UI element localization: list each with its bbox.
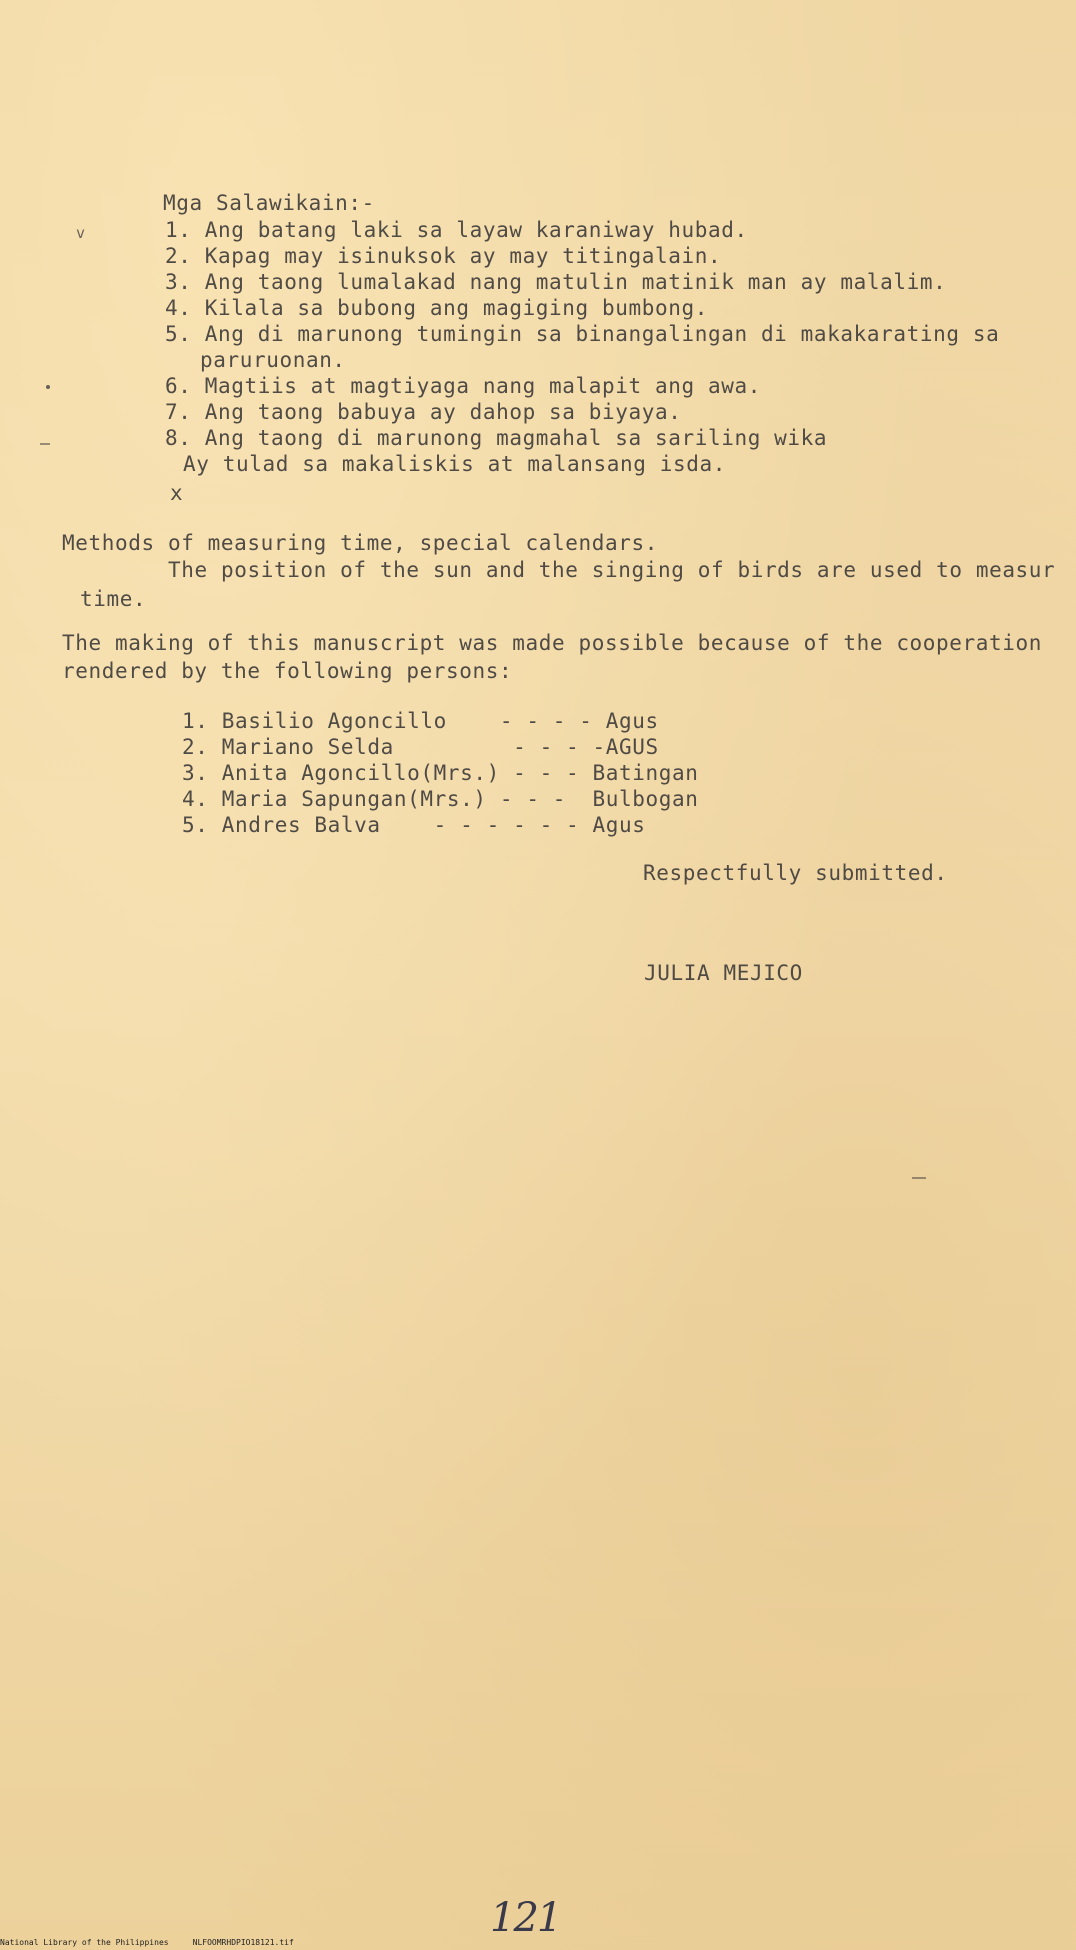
- person-2: 2. Mariano Selda - - - -AGUS: [182, 735, 659, 759]
- proverb-4: 4. Kilala sa bubong ang magiging bumbong.: [165, 296, 708, 320]
- proverb-8: 8. Ang taong di marunong magmahal sa sariling wika: [165, 426, 828, 450]
- signature-name: JULIA MEJICO: [644, 961, 803, 985]
- time-section-heading: Methods of measuring time, special calendars.: [62, 531, 658, 555]
- proverbs-heading: Mga Salawikain:-: [163, 191, 375, 215]
- proverb-7: 7. Ang taong babuya ay dahop sa biyaya.: [165, 400, 682, 424]
- stray-mark: [912, 1177, 926, 1179]
- person-4: 4. Maria Sapungan(Mrs.) - - - Bulbogan: [182, 787, 699, 811]
- person-3: 3. Anita Agoncillo(Mrs.) - - - Batingan: [182, 761, 699, 785]
- proverb-5: 5. Ang di marunong tumingin sa binangalingan di makakarating sa: [165, 322, 1000, 346]
- page-number: 121: [490, 1895, 561, 1941]
- proverb-2: 2. Kapag may isinuksok ay may titingalain.: [165, 244, 722, 268]
- proverb-6: 6. Magtiis at magtiyaga nang malapit ang awa.: [165, 374, 761, 398]
- margin-dot: [46, 385, 50, 389]
- proverb-3: 3. Ang taong lumalakad nang matulin matinik man ay malalim.: [165, 270, 947, 294]
- closing-salutation: Respectfully submitted.: [643, 861, 948, 885]
- proverb-8-continued: Ay tulad sa makaliskis at malansang isda.: [183, 452, 726, 476]
- margin-check-mark: v: [76, 224, 86, 242]
- time-section-body-continued: time.: [80, 587, 147, 611]
- margin-dash: [40, 443, 50, 445]
- proverb-1: 1. Ang batang laki sa layaw karaniway hubad.: [165, 218, 748, 242]
- struck-out-mark: x: [170, 481, 184, 505]
- proverb-5-continued: paruruonan.: [200, 348, 346, 372]
- time-section-body: The position of the sun and the singing of birds are used to measur: [168, 558, 1056, 582]
- person-5: 5. Andres Balva - - - - - - Agus: [182, 813, 646, 837]
- acknowledgement-line-1: The making of this manuscript was made possible because of the cooperation: [62, 631, 1042, 655]
- person-1: 1. Basilio Agoncillo - - - - Agus: [182, 709, 659, 733]
- archive-footer: National Library of the Philippines NLFOOMRHDPIO18121.tif: [0, 1938, 294, 1947]
- acknowledgement-line-2: rendered by the following persons:: [62, 659, 513, 683]
